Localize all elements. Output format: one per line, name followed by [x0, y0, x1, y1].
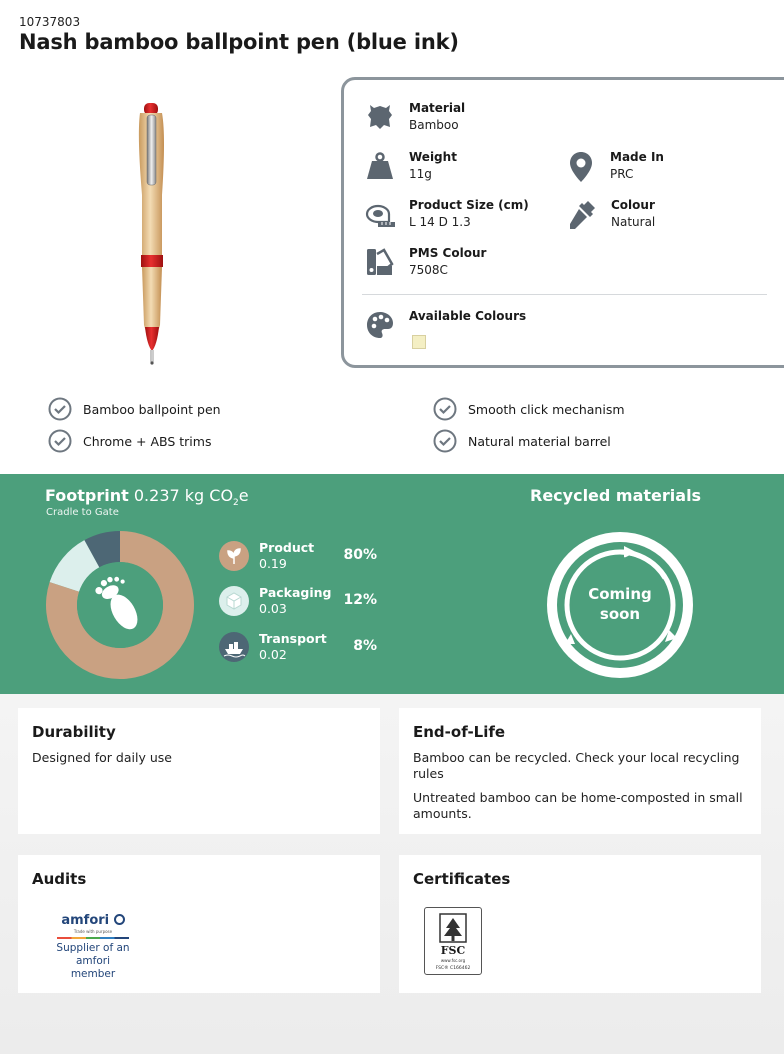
- footprint-row-transport: [219, 631, 389, 663]
- fsc-code: FSC® C166462: [435, 966, 471, 971]
- card-title: Durability: [32, 723, 116, 741]
- spec-label: Weight: [409, 150, 457, 164]
- footprint-row-product: [219, 540, 389, 572]
- sku-number: 10737803: [19, 15, 81, 29]
- spec-value: Natural: [611, 215, 656, 229]
- spec-label: PMS Colour: [409, 246, 487, 260]
- recycled-line: soon: [599, 605, 641, 623]
- card-text: Designed for daily use: [32, 750, 172, 765]
- row-name: Product: [259, 540, 315, 555]
- row-name: Packaging: [259, 585, 332, 600]
- spec-value: Bamboo: [409, 118, 459, 132]
- colour-swatch-natural[interactable]: [412, 335, 426, 349]
- recycled-title: Recycled materials: [530, 486, 702, 505]
- footprint-title: [45, 486, 249, 508]
- divider: [362, 294, 767, 295]
- page-title: Nash bamboo ballpoint pen (blue ink): [19, 30, 459, 54]
- footprint-donut-chart: [45, 530, 195, 680]
- feature-text: Natural material barrel: [468, 434, 611, 449]
- amfori-mark-icon: [114, 914, 125, 925]
- check-circle-icon: [48, 397, 72, 421]
- row-value: 0.02: [259, 647, 287, 662]
- certificates-card: [399, 855, 761, 993]
- sustainability-band: [0, 474, 784, 694]
- spec-label: Available Colours: [409, 309, 527, 323]
- fsc-tree-icon: [436, 912, 470, 944]
- leaf-icon: [219, 541, 249, 571]
- fsc-logo: [424, 907, 482, 975]
- card-text: Bamboo can be recycled. Check your local recycling rules: [413, 750, 740, 781]
- row-name: Transport: [259, 631, 327, 646]
- footprint-subscript: 2: [233, 498, 239, 509]
- feature-text: Smooth click mechanism: [468, 402, 625, 417]
- footprint-subtitle: Cradle to Gate: [46, 507, 119, 518]
- spec-label: Made In: [610, 150, 664, 164]
- audits-card: [18, 855, 380, 993]
- fsc-url: www.fsc.org: [440, 958, 466, 963]
- leather-hide-icon: [364, 101, 396, 133]
- amfori-caption: Supplier of an amfori member: [56, 942, 130, 980]
- swatches-icon: [364, 246, 396, 278]
- spec-value: L 14 D 1.3: [409, 215, 471, 229]
- amfori-wordmark: [53, 913, 133, 928]
- footprint-unit: e: [238, 486, 249, 505]
- row-value: 0.19: [259, 556, 287, 571]
- feature-text: Bamboo ballpoint pen: [83, 402, 221, 417]
- location-pin-icon: [565, 150, 597, 182]
- spec-value: 11g: [409, 167, 432, 181]
- check-circle-icon: [48, 429, 72, 453]
- spec-label: Colour: [611, 198, 655, 212]
- row-value: 0.03: [259, 601, 287, 616]
- spec-label: Product Size (cm): [409, 198, 529, 212]
- row-percent: 80%: [343, 547, 377, 563]
- spec-label: Material: [409, 101, 466, 115]
- amfori-name: amfori: [61, 913, 110, 928]
- card-title: End-of-Life: [413, 723, 506, 741]
- end-of-life-card: [399, 708, 761, 834]
- card-title: Audits: [32, 870, 87, 888]
- check-circle-icon: [433, 429, 457, 453]
- box-icon: [219, 586, 249, 616]
- row-percent: 8%: [353, 638, 377, 654]
- eyedropper-icon: [566, 198, 598, 230]
- footprint-value: 0.237 kg CO: [133, 486, 234, 505]
- card-title: Certificates: [413, 870, 511, 888]
- ship-icon: [219, 632, 249, 662]
- amfori-logo: [53, 913, 133, 981]
- specs-panel: [341, 77, 784, 368]
- card-text: Untreated bamboo can be home-composted in small amounts.: [413, 790, 743, 821]
- amfori-color-bar: [57, 937, 129, 939]
- feature-text: Chrome + ABS trims: [83, 434, 212, 449]
- tape-measure-icon: [364, 198, 396, 230]
- footprint-label: Footprint: [45, 486, 129, 505]
- fsc-wordmark: FSC: [440, 944, 466, 957]
- durability-card: [18, 708, 380, 834]
- palette-icon: [364, 309, 396, 341]
- recycled-status: [575, 584, 665, 624]
- spec-value: 7508C: [409, 263, 448, 277]
- weight-icon: [364, 150, 396, 182]
- product-image: [90, 95, 230, 380]
- recycled-line: Coming: [588, 585, 652, 603]
- check-circle-icon: [433, 397, 457, 421]
- footprint-row-packaging: [219, 585, 389, 617]
- amfori-tagline: Trade with purpose: [73, 929, 113, 934]
- spec-value: PRC: [610, 167, 634, 181]
- row-percent: 12%: [343, 592, 377, 608]
